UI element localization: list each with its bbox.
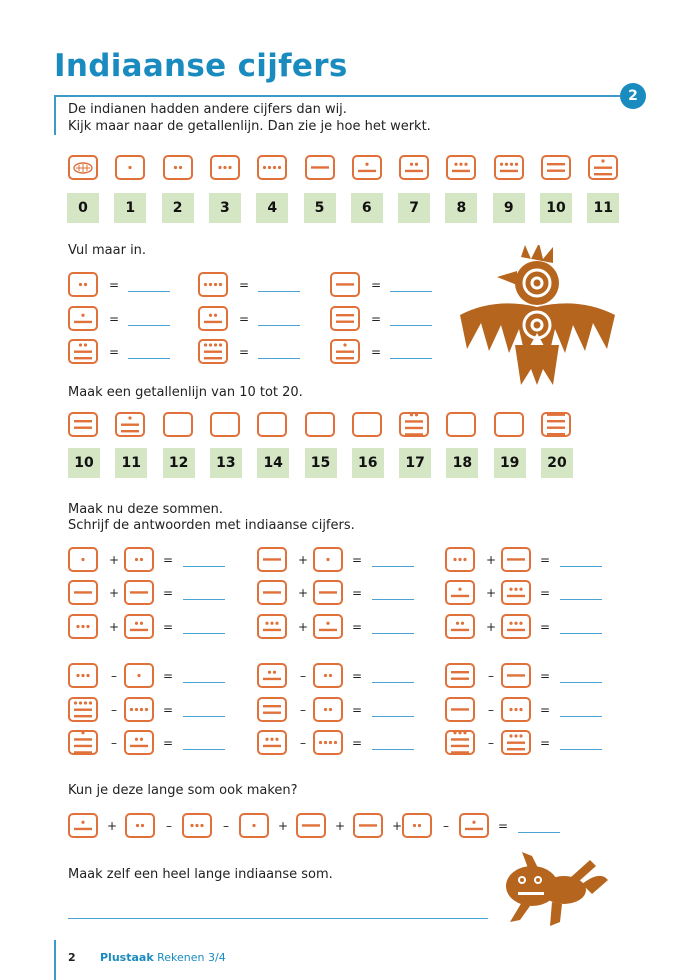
number-cell: 14 bbox=[257, 448, 289, 478]
mayan-glyph bbox=[330, 306, 360, 331]
footer-title bbox=[100, 951, 226, 964]
mayan-glyph bbox=[352, 155, 382, 180]
mayan-glyph bbox=[198, 339, 228, 364]
answer-blank[interactable] bbox=[390, 325, 432, 326]
number-cell: 10 bbox=[68, 448, 100, 478]
mayan-glyph bbox=[399, 155, 429, 180]
answer-blank[interactable] bbox=[372, 716, 414, 717]
minus-sign: – bbox=[300, 736, 306, 750]
plus-sign: + bbox=[297, 586, 309, 600]
header-rule-vertical bbox=[54, 95, 56, 135]
mayan-glyph bbox=[257, 547, 287, 572]
mayan-glyph bbox=[330, 272, 360, 297]
sums-line-2: Schrijf de antwoorden met indiaanse cijfers. bbox=[68, 518, 355, 533]
number-cell: 18 bbox=[446, 448, 478, 478]
mayan-glyph bbox=[296, 813, 326, 838]
mayan-glyph bbox=[68, 663, 98, 688]
equals-sign: = bbox=[162, 620, 174, 634]
sums-line-1: Maak nu deze sommen. bbox=[68, 502, 224, 517]
answer-blank[interactable] bbox=[560, 682, 602, 683]
mayan-glyph bbox=[68, 580, 98, 605]
equals-sign: = bbox=[351, 736, 363, 750]
number-cell: 13 bbox=[210, 448, 242, 478]
mayan-glyph bbox=[68, 412, 98, 437]
plus-sign: + bbox=[106, 819, 118, 833]
equals-sign: = bbox=[539, 620, 551, 634]
number-cell: 15 bbox=[305, 448, 337, 478]
minus-sign: – bbox=[443, 819, 449, 833]
mayan-glyph bbox=[494, 155, 524, 180]
mayan-glyph[interactable] bbox=[210, 412, 240, 437]
number-cell: 11 bbox=[115, 448, 147, 478]
mayan-glyph[interactable] bbox=[494, 412, 524, 437]
mayan-glyph bbox=[313, 547, 343, 572]
equals-sign: = bbox=[370, 345, 382, 359]
answer-blank[interactable] bbox=[372, 749, 414, 750]
answer-blank[interactable] bbox=[128, 291, 170, 292]
mayan-glyph bbox=[501, 730, 531, 755]
answer-blank[interactable] bbox=[560, 716, 602, 717]
answer-blank[interactable] bbox=[183, 599, 225, 600]
answer-blank[interactable] bbox=[372, 599, 414, 600]
mayan-glyph bbox=[445, 730, 475, 755]
plus-sign: + bbox=[297, 553, 309, 567]
equals-sign: = bbox=[539, 736, 551, 750]
minus-sign: – bbox=[111, 703, 117, 717]
number-cell: 2 bbox=[162, 193, 194, 223]
mayan-glyph bbox=[501, 614, 531, 639]
answer-blank[interactable] bbox=[183, 749, 225, 750]
mayan-glyph bbox=[313, 663, 343, 688]
mayan-glyph[interactable] bbox=[163, 412, 193, 437]
number-cell: 6 bbox=[351, 193, 383, 223]
mayan-glyph bbox=[68, 614, 98, 639]
mayan-glyph bbox=[124, 730, 154, 755]
mayan-glyph[interactable] bbox=[352, 412, 382, 437]
page-title: Indiaanse cijfers bbox=[54, 48, 348, 84]
mayan-glyph bbox=[353, 813, 383, 838]
mayan-glyph bbox=[163, 155, 193, 180]
footer-rule-vertical bbox=[54, 940, 56, 980]
mayan-glyph[interactable] bbox=[446, 412, 476, 437]
equals-sign: = bbox=[162, 553, 174, 567]
equals-sign: = bbox=[162, 703, 174, 717]
plus-sign: + bbox=[108, 553, 120, 567]
equals-sign: = bbox=[351, 620, 363, 634]
mayan-glyph bbox=[124, 547, 154, 572]
equals-sign: = bbox=[162, 669, 174, 683]
numberline-task-heading: Maak een getallenlijn van 10 tot 20. bbox=[68, 385, 303, 400]
minus-sign: – bbox=[488, 669, 494, 683]
number-cell: 5 bbox=[304, 193, 336, 223]
equals-sign: = bbox=[539, 553, 551, 567]
number-cell: 9 bbox=[493, 193, 525, 223]
number-cell: 20 bbox=[541, 448, 573, 478]
plus-sign: + bbox=[108, 620, 120, 634]
number-cell: 16 bbox=[352, 448, 384, 478]
answer-blank[interactable] bbox=[372, 633, 414, 634]
answer-blank[interactable] bbox=[183, 682, 225, 683]
mayan-glyph bbox=[68, 339, 98, 364]
minus-sign: – bbox=[111, 736, 117, 750]
minus-sign: – bbox=[223, 819, 229, 833]
equals-sign: = bbox=[497, 819, 509, 833]
mayan-glyph bbox=[313, 614, 343, 639]
equals-sign: = bbox=[108, 312, 120, 326]
equals-sign: = bbox=[108, 278, 120, 292]
number-cell: 4 bbox=[256, 193, 288, 223]
mayan-glyph bbox=[459, 813, 489, 838]
equals-sign: = bbox=[370, 312, 382, 326]
mayan-glyph bbox=[68, 155, 98, 180]
plus-sign: + bbox=[108, 586, 120, 600]
own-sum-heading: Maak zelf een heel lange indiaanse som. bbox=[68, 867, 333, 882]
mayan-glyph bbox=[446, 155, 476, 180]
mayan-glyph bbox=[68, 730, 98, 755]
answer-blank[interactable] bbox=[258, 325, 300, 326]
mayan-glyph bbox=[445, 580, 475, 605]
mayan-glyph bbox=[541, 412, 571, 437]
answer-blank[interactable] bbox=[128, 325, 170, 326]
minus-sign: – bbox=[488, 703, 494, 717]
number-cell: 7 bbox=[398, 193, 430, 223]
mayan-glyph bbox=[124, 614, 154, 639]
equals-sign: = bbox=[238, 345, 250, 359]
mayan-glyph bbox=[541, 155, 571, 180]
answer-blank[interactable] bbox=[183, 716, 225, 717]
lizard-illustration bbox=[492, 850, 610, 928]
mayan-glyph bbox=[68, 813, 98, 838]
equals-sign: = bbox=[351, 669, 363, 683]
mayan-glyph bbox=[313, 697, 343, 722]
mayan-glyph bbox=[445, 663, 475, 688]
mayan-glyph bbox=[399, 412, 429, 437]
number-cell: 1 bbox=[114, 193, 146, 223]
number-cell: 19 bbox=[494, 448, 526, 478]
mayan-glyph bbox=[257, 663, 287, 688]
mayan-glyph bbox=[115, 155, 145, 180]
mayan-glyph[interactable] bbox=[305, 412, 335, 437]
intro-line-2: Kijk maar naar de getallenlijn. Dan zie je hoe het werkt. bbox=[68, 119, 431, 134]
equals-sign: = bbox=[108, 345, 120, 359]
mayan-glyph bbox=[124, 580, 154, 605]
plus-sign: + bbox=[485, 586, 497, 600]
answer-blank[interactable] bbox=[372, 566, 414, 567]
mayan-glyph bbox=[239, 813, 269, 838]
equals-sign: = bbox=[238, 278, 250, 292]
mayan-glyph bbox=[198, 272, 228, 297]
mayan-glyph bbox=[305, 155, 335, 180]
equals-sign: = bbox=[370, 278, 382, 292]
plus-sign: + bbox=[277, 819, 289, 833]
equals-sign: = bbox=[351, 553, 363, 567]
mayan-glyph bbox=[68, 547, 98, 572]
mayan-glyph bbox=[501, 580, 531, 605]
mayan-glyph bbox=[257, 730, 287, 755]
mayan-glyph bbox=[501, 663, 531, 688]
mayan-glyph bbox=[125, 813, 155, 838]
plus-sign: + bbox=[391, 819, 403, 833]
equals-sign: = bbox=[351, 703, 363, 717]
mayan-glyph bbox=[68, 697, 98, 722]
mayan-glyph bbox=[330, 339, 360, 364]
answer-blank[interactable] bbox=[560, 566, 602, 567]
mayan-glyph bbox=[124, 697, 154, 722]
answer-blank[interactable] bbox=[183, 566, 225, 567]
answer-blank[interactable] bbox=[518, 832, 560, 833]
mayan-glyph bbox=[402, 813, 432, 838]
equals-sign: = bbox=[162, 586, 174, 600]
mayan-glyph bbox=[257, 697, 287, 722]
footer-page-number: 2 bbox=[68, 951, 76, 964]
fill-in-heading: Vul maar in. bbox=[68, 243, 147, 258]
number-cell: 0 bbox=[67, 193, 99, 223]
mayan-glyph bbox=[257, 614, 287, 639]
mayan-glyph bbox=[501, 697, 531, 722]
answer-blank[interactable] bbox=[560, 749, 602, 750]
footer-brand: Plustaak bbox=[100, 951, 154, 964]
answer-blank[interactable] bbox=[128, 358, 170, 359]
answer-blank[interactable] bbox=[258, 358, 300, 359]
page-number-badge: 2 bbox=[620, 83, 646, 109]
intro-line-1: De indianen hadden andere cijfers dan wij. bbox=[68, 102, 347, 117]
mayan-glyph bbox=[445, 697, 475, 722]
equals-sign: = bbox=[539, 703, 551, 717]
mayan-glyph bbox=[210, 155, 240, 180]
own-sum-answer-line[interactable] bbox=[68, 918, 488, 919]
minus-sign: – bbox=[166, 819, 172, 833]
equals-sign: = bbox=[539, 586, 551, 600]
number-cell: 10 bbox=[540, 193, 572, 223]
minus-sign: – bbox=[111, 669, 117, 683]
mayan-glyph bbox=[445, 614, 475, 639]
plus-sign: + bbox=[485, 620, 497, 634]
mayan-glyph bbox=[313, 730, 343, 755]
answer-blank[interactable] bbox=[258, 291, 300, 292]
mayan-glyph bbox=[124, 663, 154, 688]
answer-blank[interactable] bbox=[390, 358, 432, 359]
mayan-glyph bbox=[115, 412, 145, 437]
mayan-glyph bbox=[257, 155, 287, 180]
eagle-illustration bbox=[455, 245, 620, 385]
plus-sign: + bbox=[334, 819, 346, 833]
mayan-glyph[interactable] bbox=[257, 412, 287, 437]
mayan-glyph bbox=[501, 547, 531, 572]
answer-blank[interactable] bbox=[183, 633, 225, 634]
answer-blank[interactable] bbox=[560, 633, 602, 634]
minus-sign: – bbox=[488, 736, 494, 750]
plus-sign: + bbox=[485, 553, 497, 567]
number-cell: 12 bbox=[163, 448, 195, 478]
minus-sign: – bbox=[300, 703, 306, 717]
number-cell: 8 bbox=[445, 193, 477, 223]
footer-subtitle: Rekenen 3/4 bbox=[157, 951, 226, 964]
number-cell: 3 bbox=[209, 193, 241, 223]
answer-blank[interactable] bbox=[390, 291, 432, 292]
mayan-glyph bbox=[445, 547, 475, 572]
mayan-glyph bbox=[68, 272, 98, 297]
number-cell: 11 bbox=[587, 193, 619, 223]
minus-sign: – bbox=[300, 669, 306, 683]
equals-sign: = bbox=[539, 669, 551, 683]
equals-sign: = bbox=[162, 736, 174, 750]
mayan-glyph bbox=[588, 155, 618, 180]
equals-sign: = bbox=[351, 586, 363, 600]
mayan-glyph bbox=[182, 813, 212, 838]
mayan-glyph bbox=[68, 306, 98, 331]
plus-sign: + bbox=[297, 620, 309, 634]
answer-blank[interactable] bbox=[372, 682, 414, 683]
answer-blank[interactable] bbox=[560, 599, 602, 600]
mayan-glyph bbox=[198, 306, 228, 331]
header-rule bbox=[54, 95, 620, 97]
equals-sign: = bbox=[238, 312, 250, 326]
long-sum-heading: Kun je deze lange som ook maken? bbox=[68, 783, 298, 798]
number-cell: 17 bbox=[399, 448, 431, 478]
mayan-glyph bbox=[257, 580, 287, 605]
mayan-glyph bbox=[313, 580, 343, 605]
